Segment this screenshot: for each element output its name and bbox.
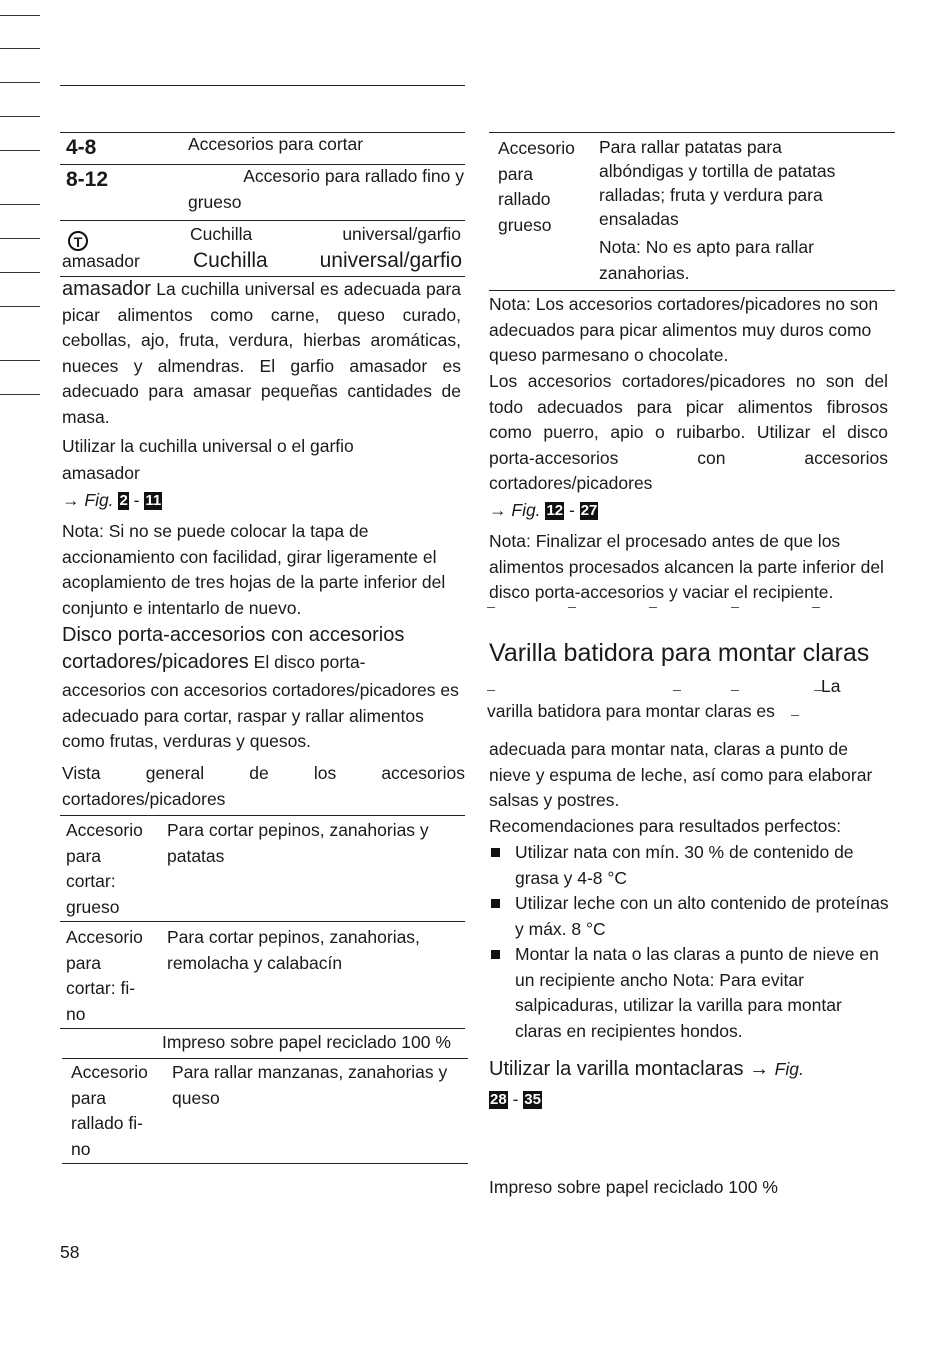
vista-word: general xyxy=(145,763,205,783)
row3-big-right: universal/garfio xyxy=(319,249,462,272)
vista-word: accesorios xyxy=(381,763,465,783)
use-blade-line2: amasador xyxy=(62,463,140,483)
drive-cover-note: Nota: Si no se puede colocar la tapa de accionamiento con facilidad, girar ligeramente el acoplamiento de tres hojas de la parte inferior del conjunto e intentarlo de nuevo. xyxy=(62,521,446,618)
whisk-paragraph: adecuada para montar nata, claras a punto de nieve y espuma de leche, así como para elaborar salsas y postres. xyxy=(489,739,873,810)
disco-paragraph: accesorios con accesorios cortadores/picadores es adecuado para cortar, raspar y rallar alimentos como frutas, verduras y quesos. xyxy=(62,680,459,751)
vista-heading xyxy=(62,761,465,787)
fig-number-box: 27 xyxy=(580,502,598,519)
row-val-8-12-cont: grueso xyxy=(188,192,242,212)
table-row xyxy=(498,136,593,238)
use-whisk-text: Utilizar la varilla montaclaras xyxy=(489,1058,744,1080)
fig-dash: - xyxy=(512,1089,519,1109)
vista-word: los xyxy=(313,763,337,783)
fig-label: Fig. xyxy=(84,490,114,510)
disco-heading-2: cortadores/picadores xyxy=(62,651,249,673)
accessory-name: Accesorio para cortar: grueso xyxy=(66,820,143,917)
accessory-name: Accesorio para rallado fi- no xyxy=(71,1062,148,1159)
whisk-la: La xyxy=(821,676,841,696)
fig-label: Fig. xyxy=(511,500,541,520)
accessory-desc: Para cortar pepinos, zanahorias, remolacha y calabacín xyxy=(167,927,420,973)
list-item: Utilizar leche con un alto contenido de proteínas y máx. 8 °C xyxy=(489,891,889,942)
table-top-rule xyxy=(62,1058,468,1059)
row3-right: universal/garfio xyxy=(342,224,461,244)
table-top-rule xyxy=(60,815,465,816)
table-bottom-rule xyxy=(489,290,895,291)
table-row xyxy=(71,1060,166,1162)
accessory-desc: Para cortar pepinos, zanahorias y patatas xyxy=(167,820,429,866)
table-bottom-rule xyxy=(62,1163,468,1164)
para-lead: amasador xyxy=(62,278,151,300)
accessory-name: Accesorio para rallado grueso xyxy=(498,138,575,235)
fig-dash: - xyxy=(133,490,140,510)
table-rule xyxy=(60,921,465,922)
use-blade-line1: Utilizar la cuchilla universal o el garfio xyxy=(62,436,354,456)
row3-left: Cuchilla xyxy=(190,224,253,244)
fig-ref-2-11 xyxy=(62,488,162,514)
accessory-desc: Para rallar manzanas, zanahorias y queso xyxy=(172,1062,448,1108)
accessory-name: Accesorio para cortar: fi- no xyxy=(66,927,143,1024)
recycled-note-right: Impreso sobre papel reciclado 100 % xyxy=(489,1177,778,1197)
fig-number-box: 35 xyxy=(524,1091,541,1108)
row-val-8-12: Accesorio para rallado fino y xyxy=(243,166,464,186)
row-val-4-8: Accesorios para cortar xyxy=(188,134,364,154)
para-rest: para picar alimentos como carne, queso curado, cebollas, ajo, fruta, verdura, hierbas aromáticas, nueces y almendras. El garfio amasador es adecuado para amasar pequeñas cantidades de masa. xyxy=(62,279,462,427)
bullet-square-icon xyxy=(491,950,500,959)
row3-word: amasador xyxy=(62,251,140,271)
recommendations-heading: Recomendaciones para resultados perfectos: xyxy=(489,816,842,836)
recycled-note-left: Impreso sobre papel reciclado 100 % xyxy=(162,1032,451,1052)
t-circle-icon: T xyxy=(68,229,88,255)
table-rule xyxy=(60,220,465,221)
table-row xyxy=(66,818,161,920)
table-bottom-rule xyxy=(60,1028,465,1029)
arrow-icon: → xyxy=(489,500,507,520)
accessory-note: Nota: No es apto para rallar zanahorias. xyxy=(599,237,814,283)
arrow-icon: → xyxy=(749,1058,770,1080)
table-top-rule xyxy=(489,132,895,133)
para-first: La cuchilla universal es adecuada xyxy=(156,279,421,299)
disco-tail: El disco porta- xyxy=(253,652,366,672)
fig-dash: - xyxy=(569,500,575,520)
row3-big-left: Cuchilla xyxy=(193,249,268,272)
disco-heading-1: Disco porta-accesorios con accesorios xyxy=(62,624,405,646)
whisk-heading: Varilla batidora para montar claras xyxy=(489,639,870,667)
list-item: Montar la nata o las claras a punto de nieve en un recipiente ancho Nota: Para evitar salpicaduras, utilizar la varilla para montar claras en recipientes hondos. xyxy=(489,942,889,1044)
list-item: Utilizar nata con mín. 30 % de contenido de grasa y 4-8 °C xyxy=(489,840,889,891)
fig-ref-28-35 xyxy=(489,1087,542,1113)
row-key-4-8: 4-8 xyxy=(66,136,97,159)
vista-word: de xyxy=(249,763,269,783)
whisk-intro-line: varilla batidora para montar claras es xyxy=(487,701,775,721)
page-number: 58 xyxy=(60,1242,80,1262)
vista-word: Vista xyxy=(62,763,101,783)
use-whisk-line xyxy=(489,1055,804,1083)
row-key-8-12: 8-12 xyxy=(66,168,109,191)
universal-blade-paragraph xyxy=(62,277,461,430)
accessory-desc: Para rallar patatas para albóndigas y tortilla de patatas ralladas; fruta y verdura para ensaladas xyxy=(599,137,836,229)
bullet-square-icon xyxy=(491,899,500,908)
table-row xyxy=(66,925,161,1027)
fig-number-box: 12 xyxy=(546,502,564,519)
arrow-icon: → xyxy=(62,490,80,510)
fig-number-box: 2 xyxy=(119,492,128,509)
bullet-square-icon xyxy=(491,848,500,857)
vista-heading-2: cortadores/picadores xyxy=(62,789,226,809)
fig-ref-12-27 xyxy=(489,498,598,524)
fig-number-box: 28 xyxy=(490,1091,507,1108)
recommendations-list xyxy=(489,840,889,1044)
header-rule xyxy=(60,85,465,86)
fibrous-food-paragraph: Los accesorios cortadores/picadores no son del todo adecuados para picar alimentos fibrosos como puerro, apio o ruibarbo. Utilizar el disco porta-accesorios con accesorios cortadores/picadores xyxy=(489,371,888,493)
fig-number-box: 11 xyxy=(145,492,162,509)
disco-heading-line2 xyxy=(62,650,366,676)
hard-food-note: Nota: Los accesorios cortadores/picadores no son adecuados para picar alimentos muy duros como queso parmesano o chocolate. xyxy=(489,294,879,365)
fig-label: Fig. xyxy=(774,1059,804,1079)
finish-processing-note: Nota: Finalizar el procesado antes de que los alimentos procesados alcancen la parte inferior del disco porta-accesorios y vaciar el recipiente. xyxy=(489,531,884,602)
